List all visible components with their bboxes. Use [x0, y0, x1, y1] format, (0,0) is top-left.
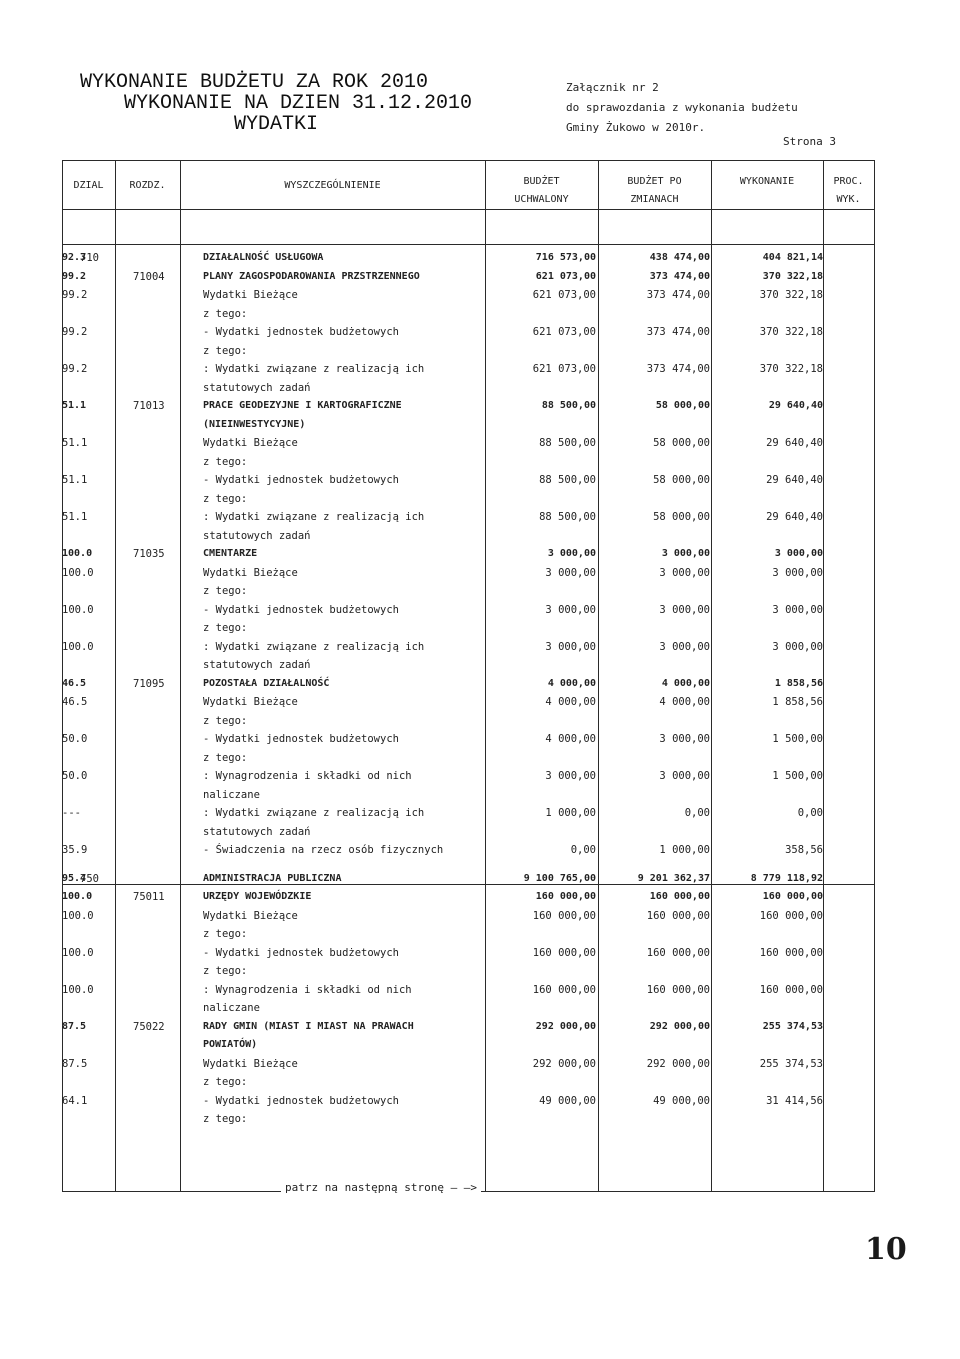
cell-dzial: 710: [80, 252, 99, 264]
table-row: [62, 965, 875, 981]
table-row: [62, 1095, 875, 1111]
cell-percent: [62, 493, 873, 509]
cell-percent: 100.0: [62, 548, 93, 559]
cell-budget-adopted: 3 000,00: [545, 567, 596, 579]
expenditure-table: [62, 160, 875, 1192]
cell-budget-adopted: 88 500,00: [541, 400, 596, 411]
cell-percent: 51.1: [62, 511, 88, 523]
col-header-wykonanie: WYKONANIE: [739, 176, 795, 187]
cell-description: PRACE GEODEZYJNE I KARTOGRAFICZNE: [203, 400, 402, 411]
cell-percent: 51.1: [62, 400, 87, 411]
cell-executed: 1 858,56: [774, 678, 823, 689]
cell-budget-adopted: 88 500,00: [539, 474, 596, 486]
cell-executed: 404 821,14: [762, 252, 823, 263]
annex-line-2: do sprawozdania z wykonania budżetu: [566, 101, 798, 114]
table-row: [62, 947, 875, 963]
cell-executed: 160 000,00: [762, 891, 823, 902]
cell-executed: 29 640,40: [766, 437, 823, 449]
cell-percent: 50.0: [62, 770, 88, 782]
cell-description: DZIAŁALNOŚĆ USŁUGOWA: [203, 252, 324, 263]
cell-description: z tego:: [203, 1113, 248, 1125]
cell-description: - Wydatki jednostek budżetowych: [203, 604, 399, 616]
cell-description: Wydatki Bieżące: [203, 910, 298, 922]
cell-budget-amended: 0,00: [684, 807, 710, 819]
table-row: [62, 1021, 875, 1037]
table-row: [62, 382, 875, 398]
table-row: [62, 1039, 875, 1055]
cell-budget-adopted: 3 000,00: [545, 641, 596, 653]
cell-executed: 160 000,00: [759, 984, 823, 996]
table-row: [62, 1113, 875, 1129]
cell-budget-amended: 373 474,00: [646, 363, 710, 375]
table-row: [62, 345, 875, 361]
cell-executed: 29 640,40: [768, 400, 823, 411]
cell-percent: [62, 585, 873, 601]
cell-description: statutowych zadań: [203, 659, 311, 671]
col-header-rozdz: ROZDZ.: [129, 180, 166, 191]
cell-budget-amended: 3 000,00: [659, 567, 710, 579]
cell-budget-amended: 3 000,00: [659, 604, 710, 616]
title-line-2: WYKONANIE NA DZIEN 31.12.2010: [124, 92, 473, 115]
cell-budget-adopted: 4 000,00: [545, 733, 596, 745]
cell-description: POZOSTAŁA DZIAŁALNOŚĆ: [203, 678, 330, 689]
title-line-3: WYDATKI: [234, 113, 319, 136]
cell-description: Wydatki Bieżące: [203, 567, 298, 579]
cell-budget-adopted: 3 000,00: [545, 604, 596, 616]
cell-percent: 46.5: [62, 678, 87, 689]
table-row: [62, 844, 875, 860]
cell-percent: 92.3: [62, 252, 87, 263]
cell-percent: [62, 530, 873, 546]
cell-executed: 370 322,18: [759, 326, 823, 338]
cell-description: - Świadczenia na rzecz osób fizycznych: [203, 844, 444, 856]
cell-rozdz: 71004: [133, 271, 165, 283]
cell-budget-amended: 292 000,00: [649, 1021, 710, 1032]
cell-percent: 100.0: [62, 910, 94, 922]
cell-percent: [62, 382, 873, 398]
cell-budget-amended: 9 201 362,37: [637, 873, 710, 884]
cell-description: POWIATÓW): [203, 1039, 258, 1050]
annex-note: [566, 78, 798, 138]
cell-executed: 8 779 118,92: [750, 873, 823, 884]
cell-percent: [62, 826, 873, 842]
cell-percent: 87.5: [62, 1021, 87, 1032]
table-row: [62, 752, 875, 768]
page-label: Strona 3: [783, 135, 836, 148]
cell-executed: 3 000,00: [774, 548, 823, 559]
cell-percent: 50.0: [62, 733, 88, 745]
table-row: [62, 659, 875, 675]
cell-percent: [62, 965, 873, 981]
table-row: [62, 456, 875, 472]
header-double-rule: [62, 244, 875, 245]
table-row: [62, 530, 875, 546]
cell-description: Wydatki Bieżące: [203, 1058, 298, 1070]
cell-budget-amended: 438 474,00: [649, 252, 710, 263]
cell-percent: 46.5: [62, 696, 88, 708]
table-top-rule: [62, 160, 875, 161]
col-header-proc: PROC.: [833, 176, 864, 187]
cell-budget-amended: 49 000,00: [653, 1095, 710, 1107]
cell-budget-amended: 373 474,00: [649, 271, 710, 282]
cell-budget-amended: 3 000,00: [659, 733, 710, 745]
cell-executed: 370 322,18: [759, 289, 823, 301]
cell-budget-amended: 58 000,00: [653, 437, 710, 449]
cell-description: z tego:: [203, 493, 248, 505]
cell-percent: 100.0: [62, 604, 94, 616]
cell-budget-amended: 1 000,00: [659, 844, 710, 856]
cell-percent: [62, 345, 873, 361]
cell-budget-amended: 373 474,00: [646, 289, 710, 301]
table-row: [62, 400, 875, 416]
table-row: [62, 807, 875, 823]
cell-rozdz: 71013: [133, 400, 165, 412]
cell-percent: 51.1: [62, 474, 88, 486]
table-row: [62, 641, 875, 657]
cell-budget-amended: 373 474,00: [646, 326, 710, 338]
cell-description: URZĘDY WOJEWÓDZKIE: [203, 891, 312, 902]
cell-description: z tego:: [203, 345, 248, 357]
cell-percent: 100.0: [62, 567, 94, 579]
cell-budget-amended: 58 000,00: [655, 400, 710, 411]
cell-percent: [62, 308, 873, 324]
page-stamp: 10: [865, 1232, 907, 1267]
cell-description: : Wydatki związane z realizacją ich: [203, 807, 425, 819]
cell-percent: 100.0: [62, 947, 94, 959]
cell-budget-adopted: 621 073,00: [535, 271, 596, 282]
cell-percent: [62, 928, 873, 944]
cell-description: (NIEINWESTYCYJNE): [203, 419, 306, 430]
cell-description: RADY GMIN (MIAST I MIAST NA PRAWACH: [203, 1021, 414, 1032]
cell-description: naliczane: [203, 789, 260, 801]
cell-description: z tego:: [203, 585, 248, 597]
cell-executed: 255 374,53: [762, 1021, 823, 1032]
cell-percent: 100.0: [62, 641, 94, 653]
cell-budget-amended: 58 000,00: [653, 474, 710, 486]
table-row: [62, 715, 875, 731]
col-header-proc-sub: WYK.: [836, 194, 861, 205]
cell-rozdz: 71035: [133, 548, 165, 560]
table-row: [62, 585, 875, 601]
cell-percent: 87.5: [62, 1058, 88, 1070]
cell-description: statutowych zadań: [203, 382, 311, 394]
table-row: [62, 1002, 875, 1018]
cell-budget-adopted: 0,00: [570, 844, 596, 856]
table-row: [62, 984, 875, 1000]
cell-budget-adopted: 160 000,00: [532, 910, 596, 922]
cell-budget-amended: 4 000,00: [661, 678, 710, 689]
annex-line-1: Załącznik nr 2: [566, 81, 659, 94]
cell-description: - Wydatki jednostek budżetowych: [203, 1095, 399, 1107]
cell-executed: 3 000,00: [772, 567, 823, 579]
cell-description: - Wydatki jednostek budżetowych: [203, 733, 399, 745]
cell-description: - Wydatki jednostek budżetowych: [203, 947, 399, 959]
cell-percent: 64.1: [62, 1095, 88, 1107]
cell-budget-adopted: 621 073,00: [532, 289, 596, 301]
cell-description: z tego:: [203, 928, 248, 940]
cell-budget-amended: 3 000,00: [661, 548, 710, 559]
cell-description: statutowych zadań: [203, 826, 311, 838]
cell-description: z tego:: [203, 965, 248, 977]
table-row: [62, 873, 875, 889]
cell-budget-adopted: 88 500,00: [539, 437, 596, 449]
cell-description: Wydatki Bieżące: [203, 289, 298, 301]
table-row: [62, 326, 875, 342]
cell-budget-adopted: 88 500,00: [539, 511, 596, 523]
cell-budget-amended: 160 000,00: [649, 891, 710, 902]
table-row: [62, 437, 875, 453]
cell-executed: 1 500,00: [772, 733, 823, 745]
table-row: [62, 1058, 875, 1074]
cell-percent: 51.1: [62, 437, 88, 449]
cell-budget-adopted: 160 000,00: [535, 891, 596, 902]
cell-rozdz: 75022: [133, 1021, 165, 1033]
table-row: [62, 910, 875, 926]
cell-percent: 35.9: [62, 844, 88, 856]
cell-percent: 100.0: [62, 891, 93, 902]
cell-percent: [62, 659, 873, 675]
cell-budget-adopted: 4 000,00: [545, 696, 596, 708]
table-row: [62, 928, 875, 944]
col-header-budzet: BUDŻET: [523, 176, 560, 187]
table-row: [62, 567, 875, 583]
cell-percent: ---: [62, 807, 81, 819]
cell-percent: 99.2: [62, 363, 88, 375]
cell-executed: 29 640,40: [766, 474, 823, 486]
cell-description: z tego:: [203, 456, 248, 468]
cell-budget-adopted: 3 000,00: [547, 548, 596, 559]
cell-budget-adopted: 160 000,00: [532, 984, 596, 996]
cell-description: : Wynagrodzenia i składki od nich: [203, 984, 412, 996]
cell-description: naliczane: [203, 1002, 260, 1014]
cell-description: PLANY ZAGOSPODAROWANIA PRZSTRZENNEGO: [203, 271, 420, 282]
cell-description: - Wydatki jednostek budżetowych: [203, 326, 399, 338]
cell-percent: 99.2: [62, 271, 87, 282]
cell-executed: 160 000,00: [759, 910, 823, 922]
title-line-1: WYKONANIE BUDŻETU ZA ROK 2010: [80, 71, 429, 94]
cell-description: CMENTARZE: [203, 548, 258, 559]
cell-budget-adopted: 9 100 765,00: [523, 873, 596, 884]
table-row: [62, 789, 875, 805]
cell-description: z tego:: [203, 622, 248, 634]
cell-description: : Wydatki związane z realizacją ich: [203, 363, 425, 375]
cell-executed: 160 000,00: [759, 947, 823, 959]
cell-budget-adopted: 621 073,00: [532, 326, 596, 338]
document-title: [80, 72, 472, 135]
table-row: [62, 363, 875, 379]
cell-percent: [62, 1039, 873, 1055]
table-row: [62, 419, 875, 435]
col-header-po: BUDŻET PO: [627, 176, 682, 187]
cell-executed: 31 414,56: [766, 1095, 823, 1107]
cell-budget-adopted: 3 000,00: [545, 770, 596, 782]
table-row: [62, 474, 875, 490]
table-row: [62, 289, 875, 305]
cell-budget-amended: 160 000,00: [646, 947, 710, 959]
cell-percent: [62, 715, 873, 731]
cell-percent: [62, 1002, 873, 1018]
cell-budget-amended: 58 000,00: [653, 511, 710, 523]
col-header-opis: WYSZCZEGÓLNIENIE: [284, 180, 381, 191]
cell-budget-amended: 160 000,00: [646, 910, 710, 922]
table-row: [62, 604, 875, 620]
cell-executed: 370 322,18: [759, 363, 823, 375]
cell-executed: 1 500,00: [772, 770, 823, 782]
cell-budget-adopted: 1 000,00: [545, 807, 596, 819]
cell-percent: [62, 1113, 873, 1129]
table-row: [62, 733, 875, 749]
table-row: [62, 826, 875, 842]
cell-percent: 95.4: [62, 873, 87, 884]
cell-description: Wydatki Bieżące: [203, 696, 298, 708]
table-row: [62, 891, 875, 907]
cell-executed: 0,00: [797, 807, 823, 819]
cell-description: z tego:: [203, 308, 248, 320]
cell-budget-adopted: 160 000,00: [532, 947, 596, 959]
cell-description: - Wydatki jednostek budżetowych: [203, 474, 399, 486]
table-row: [62, 511, 875, 527]
cell-executed: 370 322,18: [762, 271, 823, 282]
header-bottom-rule: [62, 209, 875, 210]
cell-rozdz: 75011: [133, 891, 165, 903]
cell-description: : Wynagrodzenia i składki od nich: [203, 770, 412, 782]
table-row: [62, 493, 875, 509]
cell-budget-adopted: 49 000,00: [539, 1095, 596, 1107]
cell-budget-amended: 3 000,00: [659, 641, 710, 653]
cell-percent: [62, 1076, 873, 1092]
col-header-po-sub: ZMIANACH: [630, 194, 679, 205]
cell-executed: 29 640,40: [766, 511, 823, 523]
cell-percent: 100.0: [62, 984, 94, 996]
cell-budget-adopted: 292 000,00: [532, 1058, 596, 1070]
cell-description: : Wydatki związane z realizacją ich: [203, 641, 425, 653]
cell-executed: 255 374,53: [759, 1058, 823, 1070]
cell-budget-amended: 4 000,00: [659, 696, 710, 708]
cell-percent: [62, 456, 873, 472]
continue-note: patrz na następną stronę — —>: [281, 1181, 481, 1194]
cell-description: statutowych zadań: [203, 530, 311, 542]
cell-percent: [62, 752, 873, 768]
cell-budget-adopted: 292 000,00: [535, 1021, 596, 1032]
cell-rozdz: 71095: [133, 678, 165, 690]
cell-budget-amended: 292 000,00: [646, 1058, 710, 1070]
cell-description: Wydatki Bieżące: [203, 437, 298, 449]
cell-description: : Wydatki związane z realizacją ich: [203, 511, 425, 523]
cell-executed: 3 000,00: [772, 604, 823, 616]
cell-executed: 3 000,00: [772, 641, 823, 653]
table-row: [62, 252, 875, 268]
cell-percent: [62, 789, 873, 805]
table-row: [62, 1076, 875, 1092]
table-row: [62, 548, 875, 564]
cell-description: z tego:: [203, 715, 248, 727]
cell-percent: [62, 622, 873, 638]
cell-description: ADMINISTRACJA PUBLICZNA: [203, 873, 342, 884]
table-row: [62, 770, 875, 786]
cell-description: z tego:: [203, 752, 248, 764]
cell-budget-amended: 3 000,00: [659, 770, 710, 782]
cell-description: z tego:: [203, 1076, 248, 1088]
cell-executed: 1 858,56: [772, 696, 823, 708]
cell-dzial: 750: [80, 873, 99, 885]
cell-executed: 358,56: [785, 844, 823, 856]
cell-percent: [62, 419, 873, 435]
cell-percent: 99.2: [62, 289, 88, 301]
table-row: [62, 696, 875, 712]
table-row: [62, 622, 875, 638]
annex-line-3: Gminy Żukowo w 2010r.: [566, 121, 706, 134]
cell-budget-adopted: 716 573,00: [535, 252, 596, 263]
col-header-budzet-sub: UCHWALONY: [514, 194, 569, 205]
table-row: [62, 271, 875, 287]
cell-budget-adopted: 4 000,00: [547, 678, 596, 689]
cell-budget-amended: 160 000,00: [646, 984, 710, 996]
table-row: [62, 678, 875, 694]
cell-budget-adopted: 621 073,00: [532, 363, 596, 375]
col-header-dzial: DZIAL: [73, 180, 104, 191]
table-row: [62, 308, 875, 324]
cell-percent: 99.2: [62, 326, 88, 338]
